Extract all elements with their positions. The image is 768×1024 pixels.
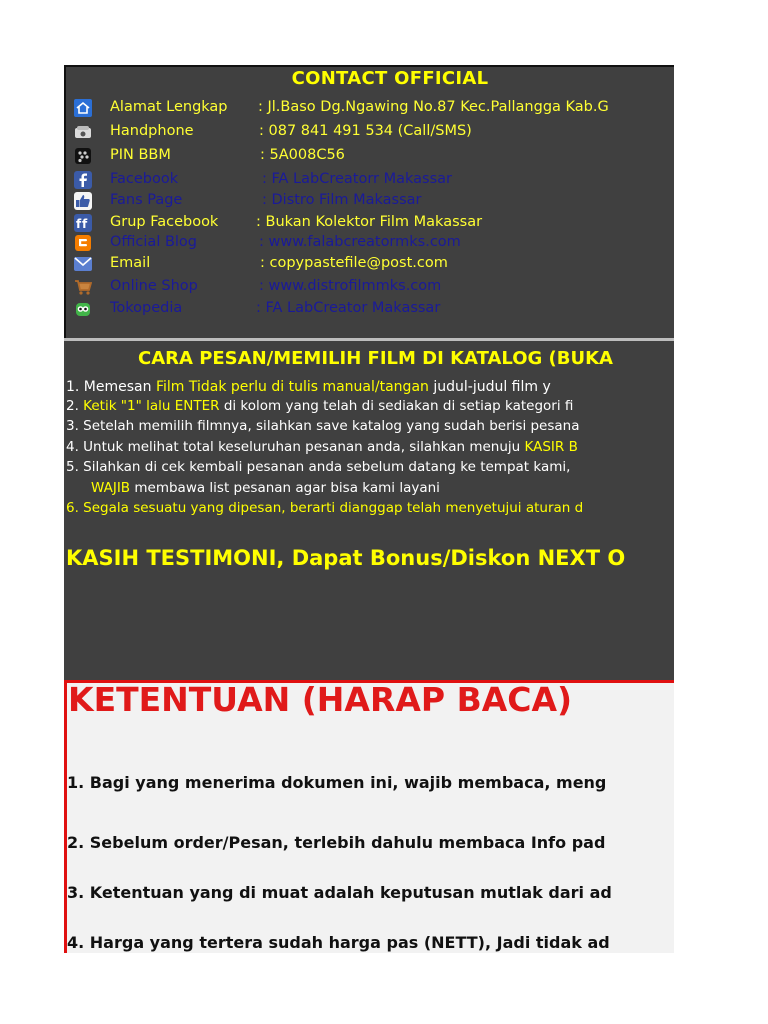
blog-label: Official Blog (110, 234, 198, 250)
contact-row-shop (66, 277, 674, 297)
fanspage-label: Fans Page (110, 192, 183, 208)
step-3: 3. Setelah memilih filmnya, silahkan save katalog yang sudah berisi pesana (66, 418, 580, 434)
step-6: 6. Segala sesuatu yang dipesan, berarti dianggap telah menyetujui aturan d (66, 500, 584, 516)
contact-row-bbm (66, 146, 674, 166)
rule-item: 1. Bagi yang menerima dokumen ini, wajib membaca, meng (67, 773, 607, 792)
phone-icon (74, 123, 92, 141)
rule-item: 4. Harga yang tertera sudah harga pas (NETT), Jadi tidak ad (67, 933, 610, 952)
facebook-label: Facebook (110, 171, 179, 187)
contact-row-phone (66, 122, 674, 142)
contact-panel (64, 65, 674, 338)
svg-text:f: f (82, 217, 88, 231)
step-2: 2. Ketik "1" lalu ENTER di kolom yang telah di sediakan di setiap kategori fi (66, 398, 574, 414)
fanspage-value[interactable]: : Distro Film Makassar (262, 192, 422, 208)
svg-text:f: f (76, 217, 82, 231)
contact-row-group (66, 213, 674, 233)
email-label: Email (110, 255, 151, 271)
address-value: : Jl.Baso Dg.Ngawing No.87 Kec.Pallangga Kab.G (258, 99, 609, 115)
blogger-icon (74, 234, 92, 252)
facebook-value[interactable]: : FA LabCreatorr Makassar (262, 171, 452, 187)
bbm-label: PIN BBM (110, 147, 171, 163)
step-5: 5. Silahkan di cek kembali pesanan anda sebelum datang ke tempat kami, (66, 459, 571, 475)
phone-value: : 087 841 491 534 (Call/SMS) (259, 123, 472, 139)
group-label: Grup Facebook (110, 214, 219, 230)
shop-label: Online Shop (110, 278, 198, 294)
group-value[interactable]: : Bukan Kolektor Film Makassar (256, 214, 483, 230)
phone-label: Handphone (110, 123, 194, 139)
bbm-value: : 5A008C56 (260, 147, 345, 163)
tokopedia-label: Tokopedia (110, 300, 183, 316)
home-icon (74, 99, 92, 117)
rules-panel (64, 680, 674, 953)
rule-item: 3. Ketentuan yang di muat adalah keputusan mutlak dari ad (67, 883, 612, 902)
spreadsheet-page (64, 65, 674, 953)
mail-icon (74, 255, 92, 273)
owl-icon (74, 300, 92, 318)
step-5-continued: WAJIB membawa list pesanan agar bisa kami layani (91, 480, 440, 496)
address-label: Alamat Lengkap (110, 99, 228, 115)
step-1: 1. Memesan Film Tidak perlu di tulis manual/tangan judul-judul film y (66, 379, 551, 395)
facebook-icon (74, 171, 92, 189)
thumbs-up-icon (74, 192, 92, 210)
contact-row-fanspage (66, 191, 674, 211)
contact-row-tokopedia (66, 299, 674, 319)
cart-icon (74, 278, 92, 296)
facebook-group-icon (74, 214, 92, 232)
email-value[interactable]: : copypastefile@post.com (260, 255, 448, 271)
contact-title: CONTACT OFFICIAL (291, 68, 489, 89)
contact-row-email (66, 254, 674, 274)
rules-title: KETENTUAN (HARAP BACA) (68, 680, 573, 719)
rule-item: 2. Sebelum order/Pesan, terlebih dahulu membaca Info pad (67, 833, 606, 852)
contact-row-blog (66, 233, 674, 253)
tokopedia-value[interactable]: : FA LabCreator Makassar (256, 300, 441, 316)
instructions-title: CARA PESAN/MEMILIH FILM DI KATALOG (BUKA (138, 348, 613, 369)
instructions-panel (64, 341, 674, 681)
testimoni-banner: KASIH TESTIMONI, Dapat Bonus/Diskon NEXT O (66, 546, 626, 570)
contact-row-address (66, 98, 674, 118)
step-4: 4. Untuk melihat total keseluruhan pesanan anda, silahkan menuju KASIR B (66, 439, 578, 455)
blog-value[interactable]: : www.falabcreatormks.com (259, 234, 461, 250)
contact-row-facebook (66, 170, 674, 190)
bbm-icon (74, 147, 92, 165)
shop-value[interactable]: : www.distrofilmmks.com (259, 278, 442, 294)
